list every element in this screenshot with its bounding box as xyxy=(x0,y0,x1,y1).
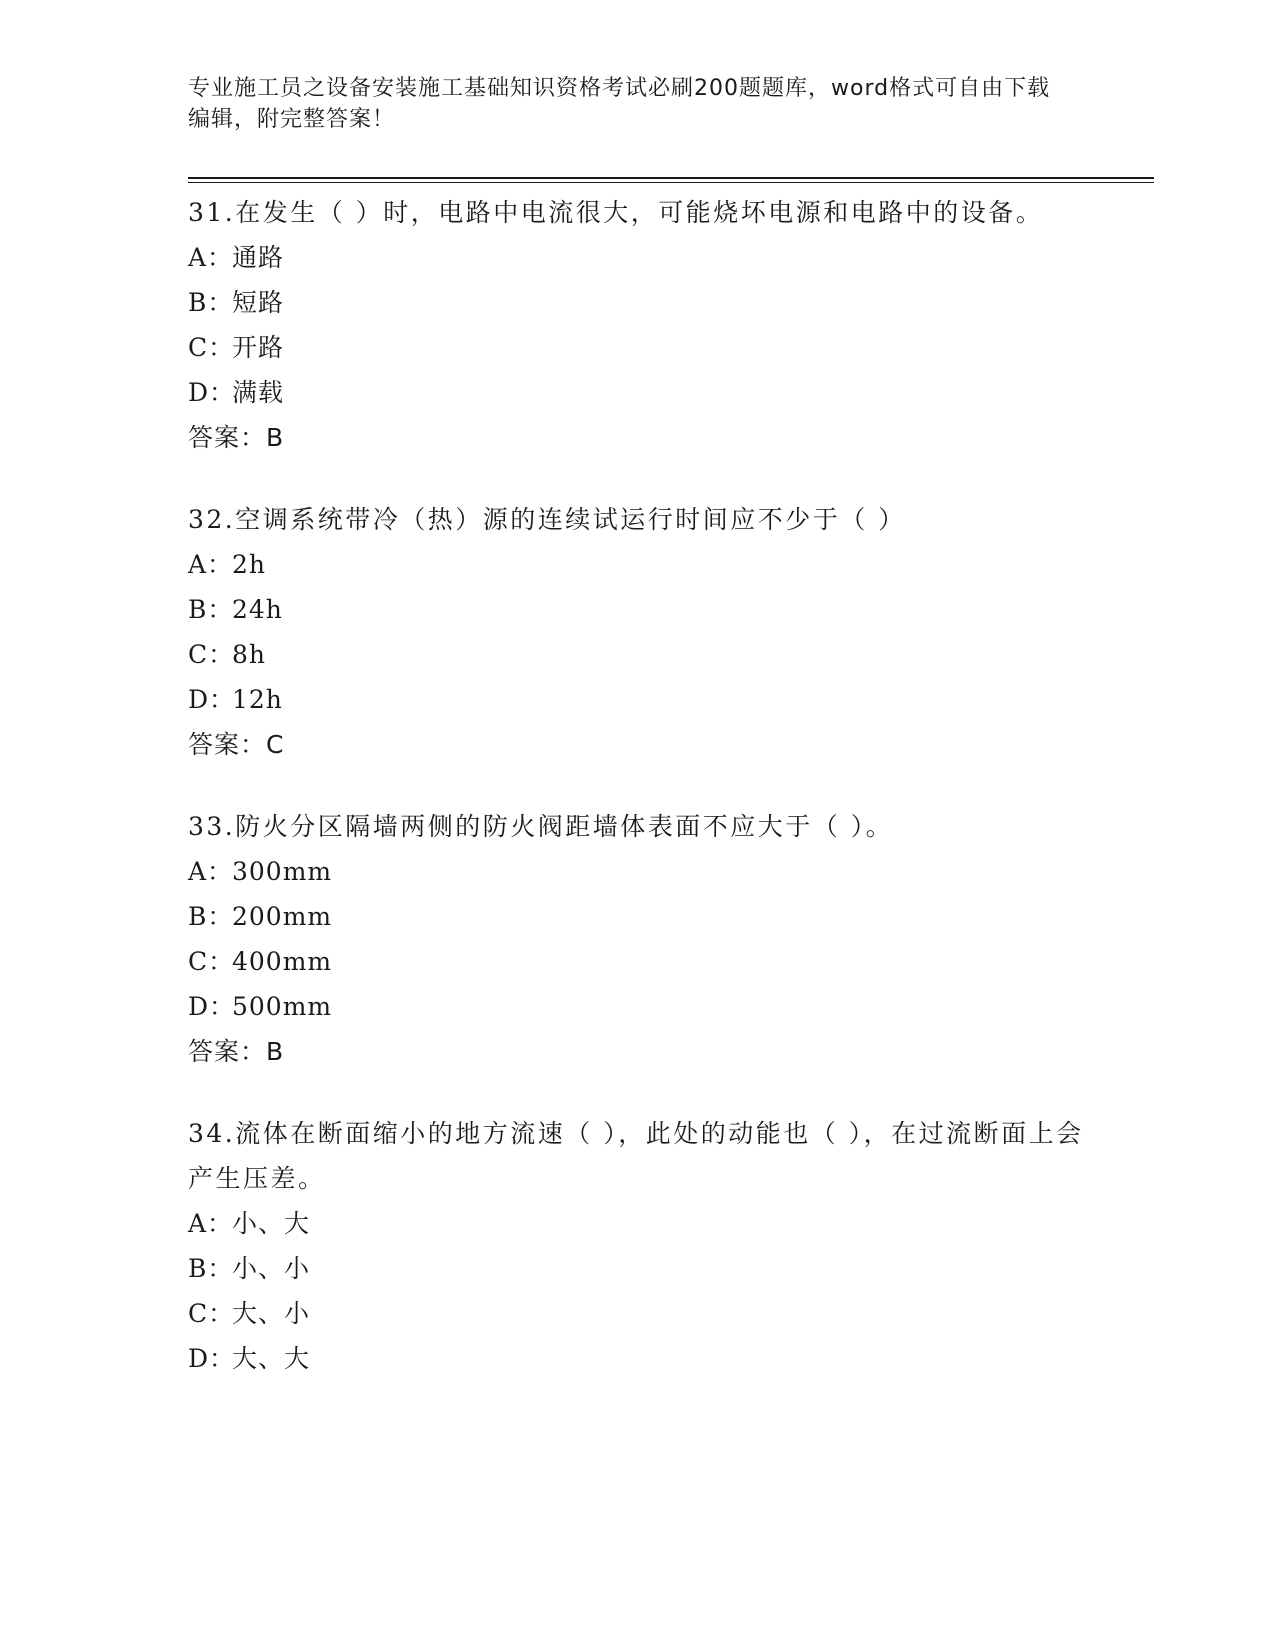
option-text: 短路 xyxy=(232,288,285,317)
question-34 xyxy=(188,1111,1088,1381)
option-b xyxy=(188,894,1088,939)
option-list xyxy=(188,235,1088,415)
question-stem: 33.防火分区隔墙两侧的防火阀距墙体表面不应大于（ ）。 xyxy=(188,812,894,841)
option-key: C： xyxy=(188,947,235,976)
option-text: 大、大 xyxy=(232,1344,311,1373)
option-key: B： xyxy=(188,1254,234,1283)
answer-line: 答案：B xyxy=(188,423,285,452)
option-text: 24h xyxy=(232,595,283,624)
option-a xyxy=(188,1201,1088,1246)
option-key: B： xyxy=(188,288,234,317)
option-c xyxy=(188,1291,1088,1336)
option-key: A： xyxy=(188,243,234,272)
option-key: D： xyxy=(188,992,236,1021)
option-text: 8h xyxy=(232,640,267,669)
option-list xyxy=(188,1201,1088,1381)
option-text: 400mm xyxy=(232,947,333,976)
question-31 xyxy=(188,190,1088,460)
option-key: A： xyxy=(188,550,234,579)
answer-line: 答案：B xyxy=(188,1037,285,1066)
option-d xyxy=(188,1336,1088,1381)
option-key: B： xyxy=(188,902,234,931)
option-list xyxy=(188,542,1088,722)
option-d xyxy=(188,370,1088,415)
option-text: 500mm xyxy=(232,992,333,1021)
option-key: B： xyxy=(188,595,234,624)
option-c xyxy=(188,939,1088,984)
option-text: 2h xyxy=(232,550,267,579)
question-list xyxy=(188,190,1088,1418)
option-b xyxy=(188,1246,1088,1291)
option-b xyxy=(188,587,1088,632)
option-b xyxy=(188,280,1088,325)
option-text: 开路 xyxy=(232,333,285,362)
option-d xyxy=(188,677,1088,722)
question-32 xyxy=(188,497,1088,767)
option-a xyxy=(188,542,1088,587)
option-text: 大、小 xyxy=(232,1299,311,1328)
option-key: A： xyxy=(188,1209,234,1238)
option-text: 300mm xyxy=(232,857,333,886)
document-header: 专业施工员之设备安装施工基础知识资格考试必刷200题题库，word格式可自由下载编辑，附完整答案！ xyxy=(188,76,1051,132)
question-33 xyxy=(188,804,1088,1074)
option-text: 12h xyxy=(232,685,283,714)
option-a xyxy=(188,849,1088,894)
option-key: D： xyxy=(188,1344,236,1373)
option-key: D： xyxy=(188,685,236,714)
option-list xyxy=(188,849,1088,1029)
option-text: 小、大 xyxy=(232,1209,311,1238)
option-c xyxy=(188,632,1088,677)
option-text: 小、小 xyxy=(232,1254,311,1283)
option-d xyxy=(188,984,1088,1029)
option-key: C： xyxy=(188,640,235,669)
header-divider-thick xyxy=(188,177,1154,179)
question-stem: 31.在发生（ ）时，电路中电流很大，可能烧坏电源和电路中的设备。 xyxy=(188,198,1044,227)
option-c xyxy=(188,325,1088,370)
option-text: 满载 xyxy=(232,378,285,407)
question-stem: 32.空调系统带冷（热）源的连续试运行时间应不少于（ ） xyxy=(188,505,906,534)
option-text: 200mm xyxy=(232,902,333,931)
option-key: D： xyxy=(188,378,236,407)
answer-line: 答案：C xyxy=(188,730,285,759)
option-text: 通路 xyxy=(232,243,285,272)
option-key: C： xyxy=(188,333,235,362)
option-a xyxy=(188,235,1088,280)
question-stem: 34.流体在断面缩小的地方流速（ ），此处的动能也（ ），在过流断面上会产生压差。 xyxy=(188,1119,1084,1193)
option-key: C： xyxy=(188,1299,235,1328)
option-key: A： xyxy=(188,857,234,886)
header-divider-thin xyxy=(188,182,1154,183)
